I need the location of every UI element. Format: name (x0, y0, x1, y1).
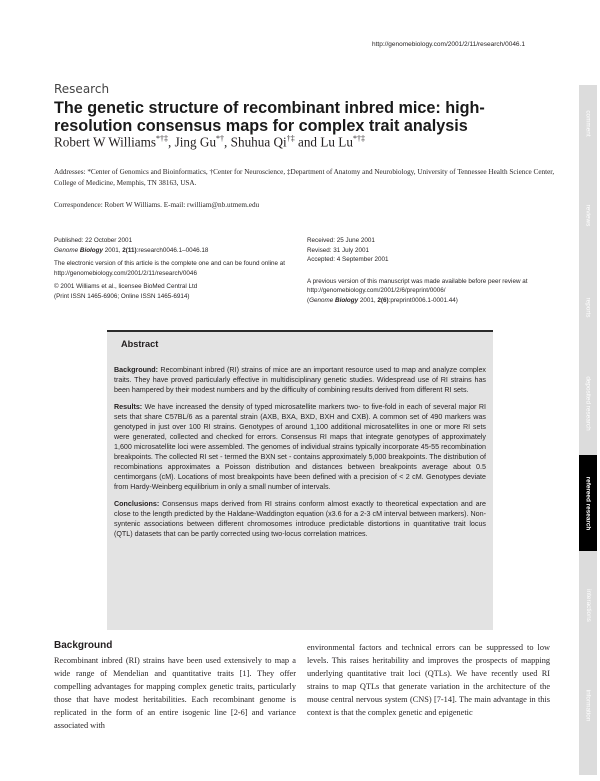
author-name: Jing Gu (174, 134, 217, 150)
author-name: Robert W Williams (54, 134, 157, 150)
sidebar-tab-reviews[interactable] (579, 177, 597, 253)
electronic-version-note[interactable]: The electronic version of this article is the complete one and can be found online at http://genomebiology.com/2001/2/11/research/0046 (54, 260, 286, 277)
section-sidebar (579, 85, 597, 775)
preprint-journal-prefix: Genome (309, 296, 336, 304)
sidebar-tab-comment[interactable] (579, 85, 597, 161)
body-column-left: Recombinant inbred (RI) strains have been used extensively to map a wide range of Mendelian and quantitative traits [1]. They offer compelling advantages for mapping complex genetic traits, particularly those that have modest heritabilities. Each recombinant genome is replicated in the form of an entire isogenic line [2-6] and variance associated with (54, 656, 296, 730)
citation-year: 2001, (103, 246, 123, 254)
manuscript-dates (307, 236, 552, 306)
sidebar-tab-label: reports (584, 297, 592, 317)
author-name: Lu Lu (320, 134, 353, 150)
sidebar-tab-label: refereed research (584, 476, 592, 530)
received-date: Received: 25 June 2001 (307, 237, 375, 244)
sidebar-tab-label: deposited research (584, 375, 592, 431)
sidebar-tab-information[interactable] (579, 657, 597, 753)
correspondence: Correspondence: Robert W Williams. E-mail: rwilliam@nb.utmem.edu (54, 201, 260, 209)
preprint-journal: Biology (335, 296, 359, 304)
sidebar-tab-interactions[interactable] (579, 559, 597, 651)
sidebar-tab-label: comment (584, 109, 592, 137)
abstract-results-label: Results: (114, 403, 143, 411)
section-label: Research (54, 82, 110, 96)
abstract-background (114, 365, 486, 395)
publication-info (54, 236, 294, 302)
abstract-body (114, 365, 486, 546)
published-date: Published: 22 October 2001 (54, 237, 133, 244)
abstract-heading: Abstract (121, 339, 159, 349)
paren: ( (307, 296, 310, 304)
article-title: The genetic structure of recombinant inbred mice: high-resolution consensus maps for complex trait analysis (54, 99, 485, 135)
abstract-conclusions-text: Consensus maps derived from RI strains conform almost exactly to theoretical expectation and are close to the length predicted by the Haldane-Waddington equation (x3.6 for a 2-3 cM interval between markers). Non-syntenic associations between different chromosomes introduce predictable distortions in quantitative trait locus (QTL) datasets that can be partly corrected using two-locus correlation matrices. (114, 500, 486, 538)
sidebar-tab-refereed-research[interactable] (579, 455, 597, 551)
revised-date: Revised: 31 July 2001 (307, 246, 369, 254)
abstract-background-text: Recombinant inbred (RI) strains of mice are an important resource used to map and analyze complex traits. They have proved particularly effective in multidisciplinary genetic studies. Widespread use of RI strains has been hampered by their modest numbers and by the difficulty of combining results derived from different RI sets. (114, 366, 486, 394)
preprint-note[interactable]: A previous version of this manuscript was made available before peer review at http://genomebiology.com/2001/2/6/preprint/0006/ (307, 277, 528, 295)
abstract-conclusions (114, 499, 486, 539)
sidebar-tab-label: interactions (584, 588, 592, 622)
abstract-results (114, 402, 486, 492)
preprint-year: 2001, (358, 296, 378, 304)
abstract-box (107, 330, 493, 630)
citation-pages: :research0046.1–0046.18 (136, 246, 209, 254)
copyright: © 2001 Williams et al., licensee BioMed Central Ltd (54, 283, 198, 291)
body-column-right: environmental factors and technical errors can be suppressed to low levels. This raises heritability and improves the prospects of mapping underlying quantitative trait loci (QTLs). We have recently used RI strains to map QTLs that generate variation in the architecture of the mouse central nervous system (CNS) [7-14]. The main advantage in this context is that the complex genetic and epigenetic (307, 643, 550, 717)
abstract-results-text: We have increased the density of typed microsatellite markers two- to five-fold in each of several major RI sets that share C57BL/6 as a parental strain (AXB, BXA, BXD, BXH and CXB). A common set of 490 markers was genotyped in just over 100 RI strains. Genotypes of around 1,100 additional microsatellites in one or more RI sets were generated, collected and checked for errors. Consensus RI maps that integrate genotypes of approximately 1,600 microsatellite loci were assembled. The genomes of individual strains typically incorporate 45-55 recombination breakpoints. The collected RI set - termed the BXN set - contains approximately 5,000 breakpoints. The distribution of recombinations approximates a Poisson distribution and distances between breakpoints average about 0.5 centimorgans (cM). Locations of most breakpoints have been defined with a precision of < 2 cM. Genotypes deviate from Hardy-Weinberg equilibrium in only a small number of intervals. (114, 403, 486, 491)
article-url[interactable]: http://genomebiology.com/2001/2/11/research/0046.1 (372, 41, 525, 48)
sidebar-tab-deposited-research[interactable] (579, 355, 597, 451)
author-name: Shuhua Qi (230, 134, 287, 150)
preprint-pages: :preprint0006.1-0001.44) (388, 296, 458, 304)
abstract-background-label: Background: (114, 366, 159, 374)
abstract-conclusions-label: Conclusions: (114, 500, 160, 508)
sidebar-tab-reports[interactable] (579, 269, 597, 345)
preprint-citation (307, 296, 552, 306)
citation-journal-prefix: Genome (54, 246, 80, 254)
citation (54, 246, 294, 256)
author-affiliation-marks: *†‡ (352, 134, 365, 143)
preprint-volume: 2(6) (377, 296, 389, 304)
citation-volume: 2(11) (122, 246, 137, 254)
accepted-date: Accepted: 4 September 2001 (307, 256, 389, 264)
author-list: Robert W Williams*†‡, Jing Gu*†, Shuhua Qi†‡ and Lu Lu*†‡ (54, 134, 365, 150)
sidebar-tab-label: information (584, 689, 592, 721)
sidebar-tab-label: reviews (584, 204, 592, 226)
author-affiliation-marks: †‡ (286, 134, 295, 143)
issn: (Print ISSN 1465-6906; Online ISSN 1465-6914) (54, 292, 190, 300)
author-affiliation-marks: *†‡ (156, 134, 169, 143)
citation-journal: Biology (79, 246, 103, 254)
author-affiliation-marks: *† (216, 134, 225, 143)
author-addresses: Addresses: *Center of Genomics and Bioinformatics, †Center for Neuroscience, ‡Department of Anatomy and Neurobiology, University of Tennessee Health Science Center, College of Medicine, Memphis, TN 38163, USA. (54, 168, 555, 187)
background-heading: Background (54, 640, 113, 651)
